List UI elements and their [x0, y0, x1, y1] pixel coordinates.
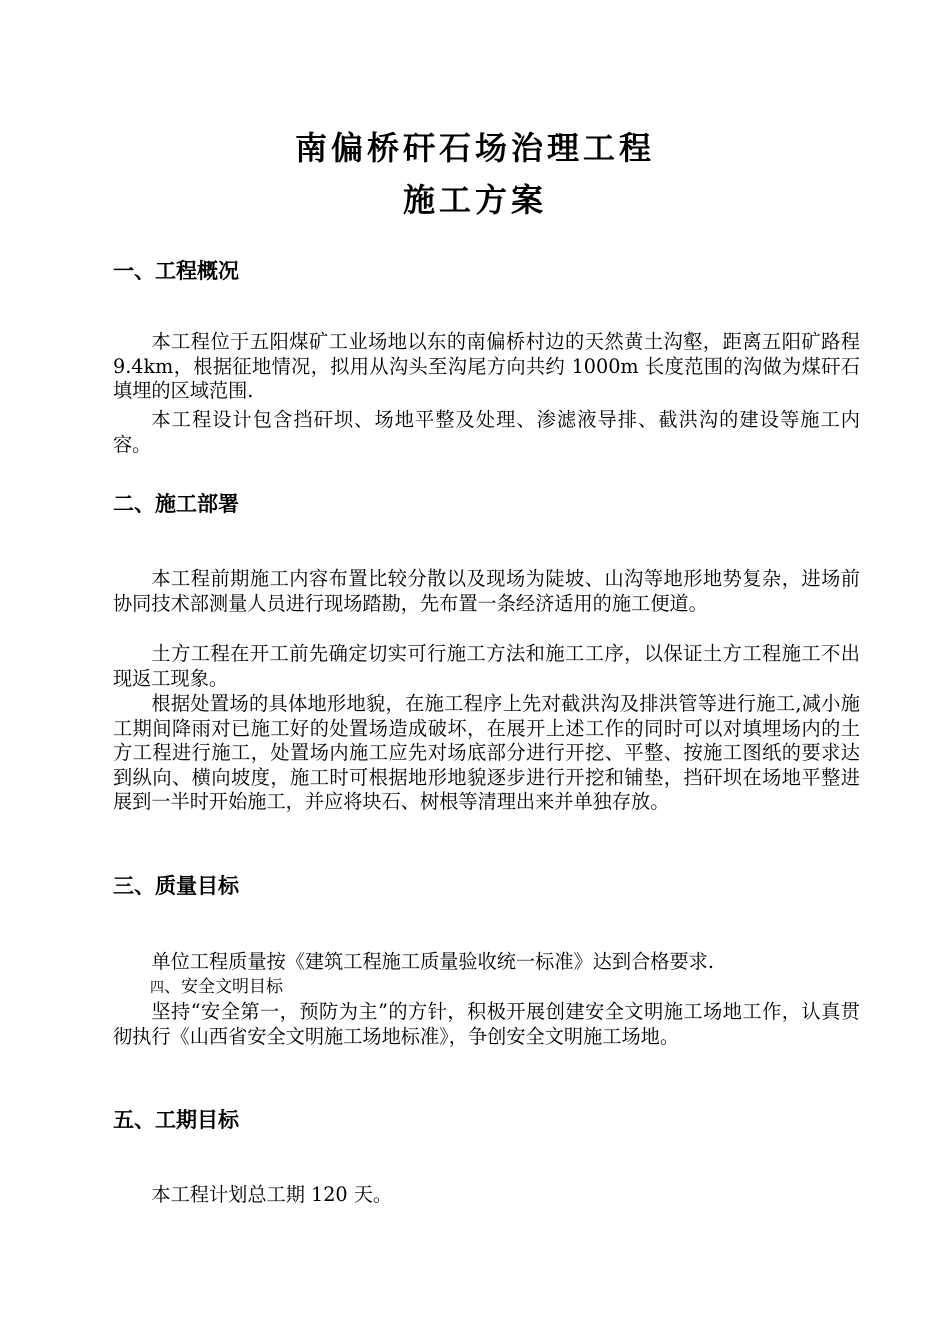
section-safety-number: 四 [150, 980, 164, 996]
section-safety-label: 、安全文明目标 [164, 977, 283, 997]
section-heading-overview: 一、工程概况 [113, 259, 239, 283]
section-schedule-paragraph-1: 本工程计划总工期 120 天。 [151, 1183, 393, 1206]
section-heading-safety [150, 975, 283, 1000]
section-heading-quality: 三、质量目标 [113, 874, 239, 898]
section-deployment-paragraph-3: 根据处置场的具体地形地貌，在施工程序上先对截洪沟及排洪管等进行施工,减小施工期间降雨对已施工好的处置场造成破坏，在展开上述工作的同时可以对填埋场内的土方工程进行施工，处置场内施工应先对场底部分进行开挖、平整、按施工图纸的要求达到纵向、横向坡度，施工时可根据地形地貌逐步进行开挖和铺垫，挡矸坝在场地平整进展到一半时开始施工，并应将块石、树根等清理出来并单独存放。 [113, 692, 860, 813]
section-overview-paragraph-2: 本工程设计包含挡矸坝、场地平整及处理、渗滤液导排、截洪沟的建设等施工内容。 [113, 408, 860, 456]
section-heading-schedule: 五、工期目标 [113, 1108, 239, 1132]
document-title: 南偏桥矸石场治理工程 [294, 129, 655, 167]
section-safety-paragraph-1: 坚持“安全第一，预防为主”的方针，积极开展创建安全文明施工场地工作，认真贯彻执行《山西省安全文明施工场地标准》，争创安全文明施工场地。 [113, 1000, 860, 1048]
section-heading-deployment: 二、施工部署 [113, 492, 239, 516]
section-deployment-paragraph-1: 本工程前期施工内容布置比较分散以及现场为陡坡、山沟等地形地势复杂，进场前协同技术部测量人员进行现场踏勘，先布置一条经济适用的施工便道。 [113, 567, 860, 615]
section-deployment-paragraph-2: 土方工程在开工前先确定切实可行施工方法和施工工序，以保证土方工程施工不出现返工现象。 [113, 642, 860, 690]
section-overview-paragraph-1: 本工程位于五阳煤矿工业场地以东的南偏桥村边的天然黄土沟壑，距离五阳矿路程 9.4km，根据征地情况，拟用从沟头至沟尾方向共约 1000m 长度范围的沟做为煤矸石填埋的区域范围. [113, 330, 860, 402]
section-quality-paragraph-1: 单位工程质量按《建筑工程施工质量验收统一标准》达到合格要求. [151, 950, 714, 973]
document-subtitle: 施工方案 [402, 181, 547, 219]
